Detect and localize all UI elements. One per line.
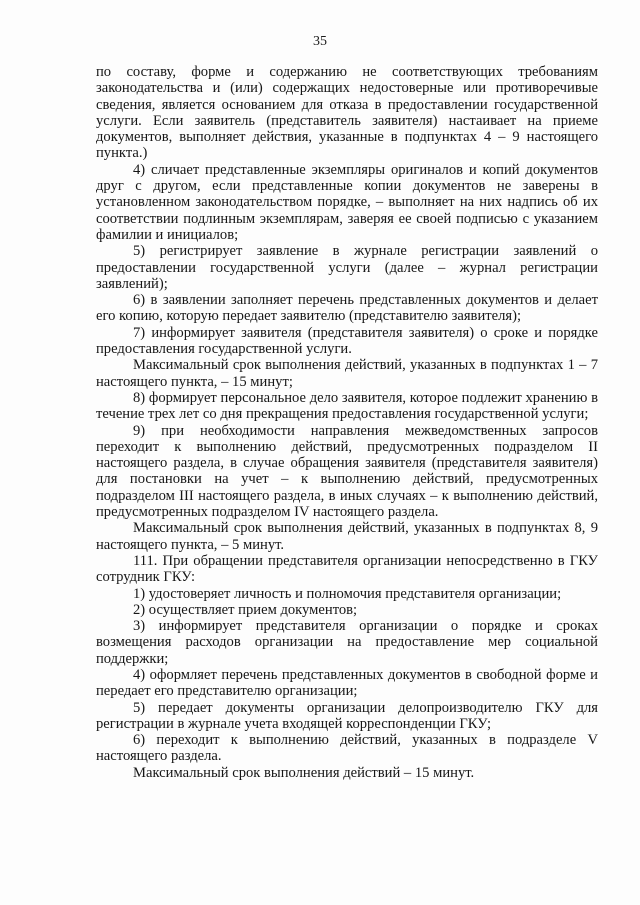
paragraph-time-limit-8-9: Максимальный срок выполнения действий, указанных в подпунктах 8, 9 настоящего пункта, – 5 минут. (96, 520, 598, 553)
paragraph-item-8: 8) формирует персональное дело заявителя, которое подлежит хранению в течение трех лет со дня прекращения предоставления государственной услуги; (96, 389, 598, 423)
page-number: 35 (313, 34, 327, 49)
paragraph-org-item-5: 5) передает документы организации делопроизводителю ГКУ для регистрации в журнале учета входящей корреспонденции ГКУ; (96, 699, 598, 732)
paragraph-item-6: 6) в заявлении заполняет перечень представленных документов и делает его копию, которую передает заявителю (представителю заявителя); (96, 292, 598, 325)
paragraph-item-4: 4) сличает представленные экземпляры оригиналов и копий документов друг с другом, если представленные копии документов не заверены в установленном законодательством порядке, – выполняет на них надпись об их соответствии подлинным экземплярам, заверяя ее своей подписью с указанием фамилии и инициалов; (96, 161, 598, 243)
paragraph-item-7: 7) информирует заявителя (представителя заявителя) о сроке и порядке предоставления государственной услуги. (96, 324, 598, 358)
paragraph-org-item-6: 6) переходит к выполнению действий, указанных в подразделе V настоящего раздела. (96, 732, 598, 765)
paragraph-org-item-2: 2) осуществляет прием документов; (133, 601, 358, 618)
paragraph-time-limit-1-7: Максимальный срок выполнения действий, указанных в подпунктах 1 – 7 настоящего пункта, – 15 минут; (96, 357, 598, 390)
paragraph-org-item-3: 3) информирует представителя организации о порядке и сроках возмещения расходов организации на предоставление мер социальной поддержки; (96, 618, 598, 667)
paragraph-item-5: 5) регистрирует заявление в журнале регистрации заявлений о предоставлении государственной услуги (далее – журнал регистрации заявлений); (96, 243, 598, 292)
paragraph-org-item-1: 1) удостоверяет личность и полномочия представителя организации; (133, 585, 562, 602)
paragraph-time-limit-final: Максимальный срок выполнения действий – 15 минут. (133, 764, 475, 781)
paragraph-item-9: 9) при необходимости направления межведомственных запросов переходит к выполнению действий, предусмотренных подразделом II настоящего раздела, в случае обращения заявителя (представителя заявителя) для постановки на учет – к выполнению действий, предусмотренных подразделом III настоящего раздела, в иных случаях – к выполнению действий, предусмотренных подразделом IV настоящего раздела. (96, 422, 598, 521)
paragraph-clause-111: 111. При обращении представителя организации непосредственно в ГКУ сотрудник ГКУ: (96, 552, 598, 586)
document-body (96, 64, 598, 781)
paragraph-continuation: по составу, форме и содержанию не соответствующих требованиям законодательства и (или) содержащих недостоверные или противоречивые сведения, является основанием для отказа в предоставлении государственной услуги. Если заявитель (представитель заявителя) настаивает на приеме документов, выполняет действия, указанные в подпунктах 4 – 9 настоящего пункта.) (96, 64, 598, 162)
paragraph-org-item-4: 4) оформляет перечень представленных документов в свободной форме и передает его представителю организации; (96, 666, 598, 700)
